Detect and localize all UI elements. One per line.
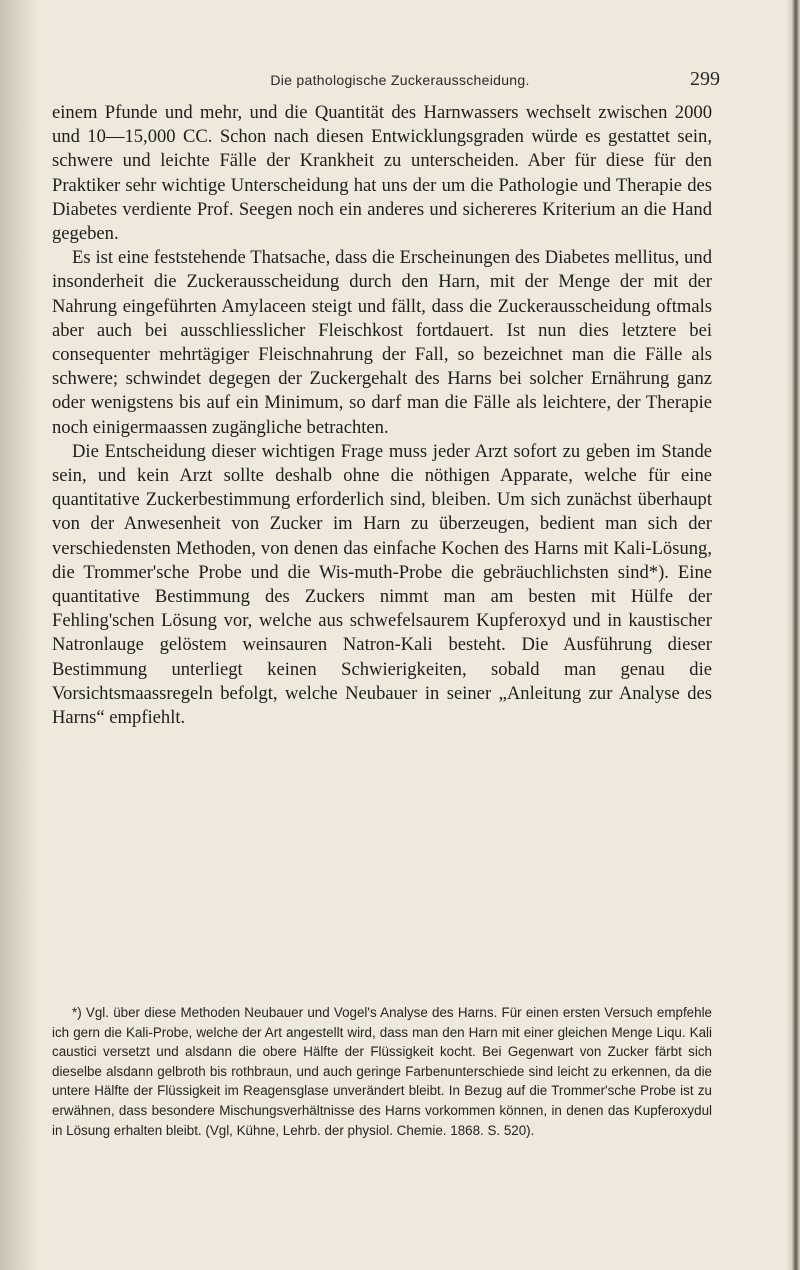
main-text <box>52 101 712 730</box>
page-number: 299 <box>690 68 720 90</box>
page-edge <box>786 0 800 1270</box>
footnote <box>52 1003 712 1140</box>
running-head: Die pathologische Zuckerausscheidung. <box>270 72 530 88</box>
paragraph-1: einem Pfunde und mehr, und die Quantität des Harnwassers wechselt zwischen 2000 und 10—15,000 CC. Schon nach diesen Entwicklungsgraden würde es gestattet sein, schwere und leichte Fälle der Krankheit zu unterscheiden. Aber für diese für den Praktiker sehr wichtige Unterscheidung hat uns der um die Pathologie und Therapie des Diabetes verdiente Prof. Seegen noch ein anderes und sichereres Kriterium an die Hand gegeben. <box>52 102 712 245</box>
page-header <box>100 68 720 98</box>
page-gutter-shadow <box>0 0 40 1270</box>
footnote-text: *) Vgl. über diese Methoden Neubauer und Vogel's Analyse des Harns. Für einen ersten Versuch empfehle ich gern die Kali-Probe, welche der Art angestellt wird, dass man den Harn mit einer gleichen Menge Liqu. Kali caustici versetzt und alsdann die obere Hälfte der Flüssigkeit kocht. Bei Gegenwart von Zucker färbt sich dieselbe alsdann gelbroth bis rothbraun, und auch geringe Farbenunterschiede sind leicht zu erkennen, da die untere Hälfte der Flüssigkeit im Reagensglase unverändert bleibt. In Bezug auf die Trommer'sche Probe ist zu erwähnen, dass besondere Mischungsverhältnisse des Harns vorkommen können, in denen das Kupferoxydul in Lösung erhalten bleibt. (Vgl, Kühne, Lehrb. der physiol. Chemie. 1868. S. 520). <box>52 1005 712 1138</box>
paragraph-3: Die Entscheidung dieser wichtigen Frage muss jeder Arzt sofort zu geben im Stande sein, und kein Arzt sollte deshalb ohne die nöthigen Apparate, welche für eine quantitative Zuckerbestimmung erforderlich sind, bleiben. Um sich zunächst überhaupt von der Anwesenheit von Zucker im Harn zu überzeugen, bedient man sich der verschiedensten Methoden, von denen das einfache Kochen des Harns mit Kali-Lösung, die Trommer'sche Probe und die Wis-muth-Probe die gebräuchlichsten sind*). Eine quantitative Bestimmung des Zuckers nimmt man am besten mit Hülfe der Fehling'schen Lösung vor, welche aus schwefelsaurem Kupferoxyd und in kaustischer Natronlauge gelöstem weinsauren Natron-Kali besteht. Die Ausführung dieser Bestimmung unterliegt keinen Schwierigkeiten, sobald man genau die Vorsichtsmaassregeln befolgt, welche Neubauer in seiner „Anleitung zur Analyse des Harns“ empfiehlt. <box>52 440 712 729</box>
paragraph-2: Es ist eine feststehende Thatsache, dass die Erscheinungen des Diabetes mellitus, und insonderheit die Zuckerausscheidung durch den Harn, mit der Menge der mit der Nahrung eingeführten Amylaceen steigt und fällt, dass die Zuckerausscheidung oftmals aber auch bei ausschliesslicher Fleischkost fortdauert. Ist nun dies letztere bei consequenter mehrtägiger Fleischnahrung der Fall, so bezeichnet man die Fälle als schwere; schwindet degegen der Zuckergehalt des Harns bei solcher Ernährung ganz oder wenigstens bis auf ein Minimum, so darf man die Fälle als leichtere, der Therapie noch einigermaassen zugängliche betrachten. <box>52 247 712 438</box>
